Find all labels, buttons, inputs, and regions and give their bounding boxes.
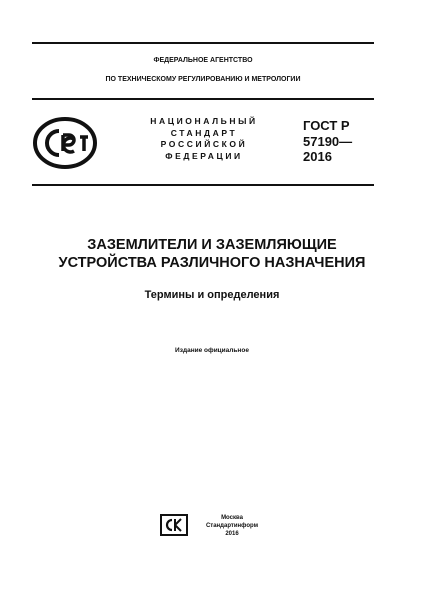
standard-line-4: ФЕДЕРАЦИИ (165, 150, 243, 161)
standard-line-2: СТАНДАРТ (170, 127, 238, 138)
top-rule (32, 42, 374, 44)
document-subtitle: Термины и определения (144, 289, 280, 301)
standard-code (303, 118, 352, 165)
header-rule-top (32, 98, 374, 100)
publisher-year: 2016 (225, 531, 239, 537)
agency-line-1: ФЕДЕРАЛЬНОЕ АГЕНТСТВО (153, 57, 253, 64)
title-line-1: ЗАЗЕМЛИТЕЛИ И ЗАЗЕМЛЯЮЩИЕ (87, 237, 337, 253)
rst-logo-icon (32, 113, 98, 178)
standartinform-logo-icon (160, 514, 188, 541)
standard-line-3: РОССИЙСКОЙ (160, 139, 248, 149)
standard-code-line-1: ГОСТ Р (303, 118, 350, 133)
document-title (32, 236, 392, 272)
header-rule-bottom (32, 184, 374, 186)
standard-code-line-2: 57190— (303, 133, 353, 149)
publisher-city: Москва (221, 515, 243, 521)
publisher-info (196, 514, 268, 538)
publisher-name: Стандартинформ (205, 523, 259, 529)
national-standard-label (118, 116, 290, 162)
title-line-2: УСТРОЙСТВА РАЗЛИЧНОГО НАЗНАЧЕНИЯ (58, 255, 366, 271)
standard-line-1: НАЦИОНАЛЬНЫЙ (150, 116, 258, 126)
agency-line-2: ПО ТЕХНИЧЕСКОМУ РЕГУЛИРОВАНИЮ И МЕТРОЛОГИИ (105, 76, 301, 83)
standard-code-line-3: 2016 (303, 149, 332, 164)
edition-label: Издание официальное (175, 347, 249, 354)
